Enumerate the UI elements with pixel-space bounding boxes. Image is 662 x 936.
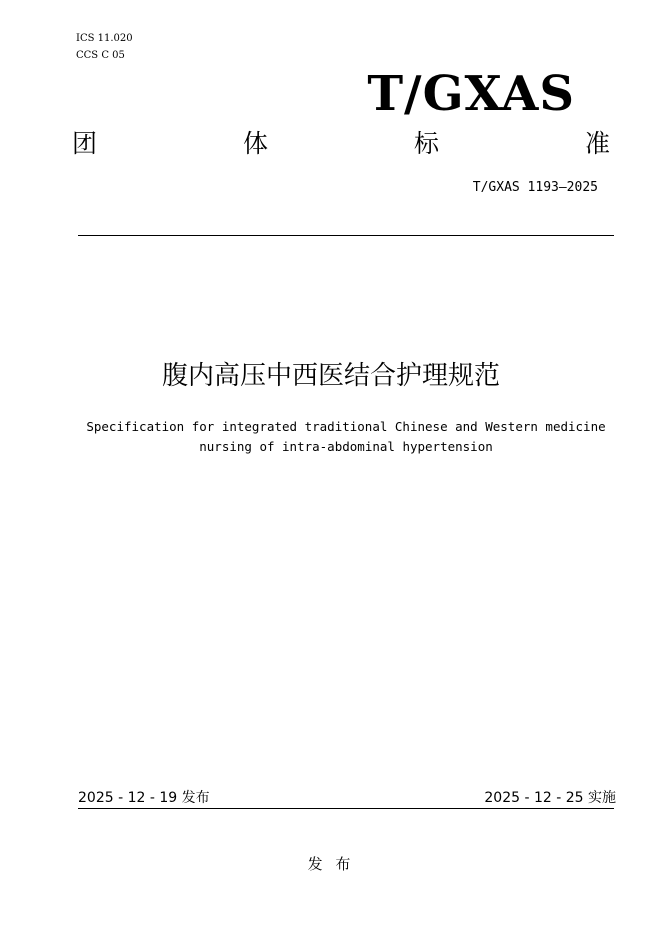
- publish-date: 2025 - 12 - 19 发布: [78, 790, 210, 806]
- bottom-divider: [78, 808, 614, 809]
- standard-number: T/GXAS 1193—2025: [472, 180, 598, 195]
- standard-type-heading: [72, 128, 610, 160]
- standard-logo: T/GXAS: [367, 66, 575, 122]
- english-title-line: Specification for integrated traditional Chinese and Western medicine: [86, 419, 606, 434]
- issuer-label: 发 布: [307, 855, 355, 873]
- ccs-code: CCS C 05: [76, 50, 125, 61]
- standard-type-char: 准: [584, 129, 610, 158]
- standard-type-char: 团: [72, 129, 98, 158]
- document-title-english: [60, 417, 632, 457]
- implementation-date: 2025 - 12 - 25 实施: [484, 790, 616, 806]
- standard-type-char: 标: [413, 129, 439, 158]
- top-divider: [78, 235, 614, 236]
- standard-type-char: 体: [242, 129, 268, 158]
- document-title-chinese: 腹内高压中西医结合护理规范: [161, 361, 500, 391]
- english-title-line: nursing of intra-abdominal hypertension: [199, 439, 493, 454]
- ics-code: ICS 11.020: [76, 33, 133, 44]
